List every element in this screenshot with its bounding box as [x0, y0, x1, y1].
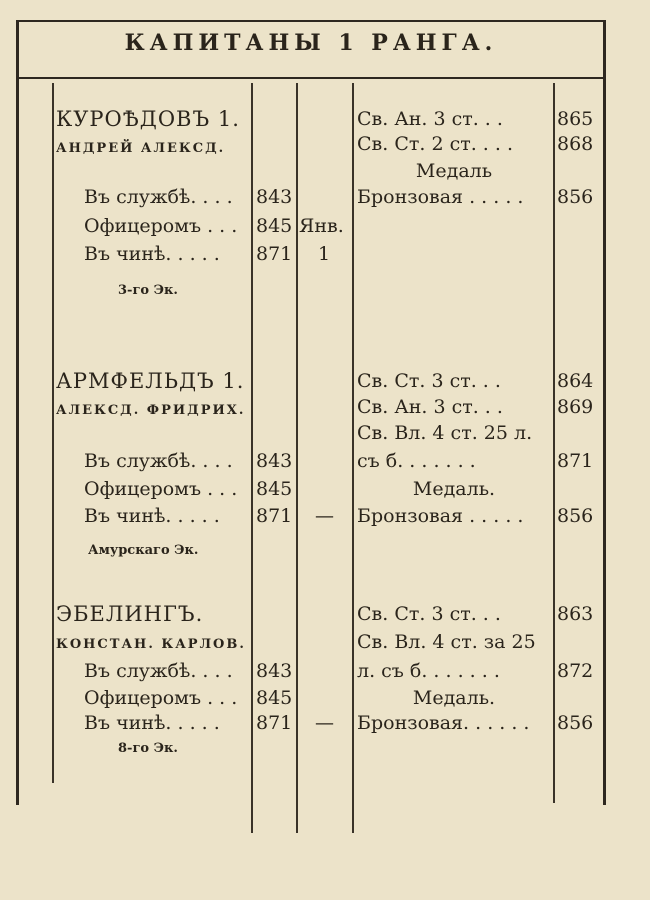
- rank-label: Въ чинѣ. . . . .: [84, 243, 220, 265]
- award-label: съ б. . . . . . .: [357, 450, 476, 472]
- column-rule-award-year: [553, 83, 555, 803]
- award-year: 868: [557, 133, 594, 155]
- rank-day: —: [315, 505, 334, 527]
- service-year: 843: [256, 186, 293, 208]
- column-rule-awards: [352, 83, 354, 833]
- award-label: Бронзовая . . . . .: [357, 186, 524, 208]
- award-year: 856: [557, 186, 594, 208]
- award-year: 864: [557, 370, 594, 392]
- officer-given-name: АЛЕКСД. ФРИДРИХ.: [56, 403, 246, 418]
- officer-year: 845: [256, 215, 293, 237]
- officer-surname: ЭБЕЛИНГЪ.: [56, 602, 204, 626]
- column-rule-date: [296, 83, 298, 833]
- award-label: Св. Ст. 2 ст. . . .: [357, 133, 513, 155]
- officer-label: Офицеромъ . . .: [84, 215, 238, 237]
- rank-year: 871: [256, 243, 293, 265]
- officer-given-name: АНДРЕЙ АЛЕКСД.: [56, 141, 226, 156]
- service-year: 843: [256, 660, 293, 682]
- award-label: Св. Вл. 4 ст. за 25: [357, 631, 536, 653]
- award-label: Бронзовая. . . . . .: [357, 712, 530, 734]
- officer-label: Офицеромъ . . .: [84, 687, 238, 709]
- service-label: Въ службѣ. . . .: [84, 660, 233, 682]
- header-rule: [16, 77, 606, 79]
- service-year: 843: [256, 450, 293, 472]
- officer-year: 845: [256, 478, 293, 500]
- medal-label: Медаль.: [412, 687, 496, 709]
- rank-year: 871: [256, 505, 293, 527]
- officer-surname: АРМФЕЛЬДЪ 1.: [56, 369, 245, 393]
- service-label: Въ службѣ. . . .: [84, 450, 233, 472]
- award-year: 869: [557, 396, 594, 418]
- rank-label: Въ чинѣ. . . . .: [84, 505, 220, 527]
- rank-label: Въ чинѣ. . . . .: [84, 712, 220, 734]
- column-rule-left: [52, 83, 54, 783]
- medal-label: Медаль.: [412, 478, 496, 500]
- award-label: Св. Ан. 3 ст. . .: [357, 108, 503, 130]
- award-label: Бронзовая . . . . .: [357, 505, 524, 527]
- award-year: 872: [557, 660, 594, 682]
- award-label: Св. Ст. 3 ст. . .: [357, 603, 501, 625]
- rank-day: —: [315, 712, 334, 734]
- award-year: 871: [557, 450, 594, 472]
- crew-label: Амурскаго Эк.: [88, 543, 199, 558]
- award-label: Св. Вл. 4 ст. 25 л.: [357, 422, 533, 444]
- award-year: 856: [557, 712, 594, 734]
- officer-month: Янв.: [299, 215, 344, 237]
- medal-label: Медаль: [415, 160, 493, 182]
- award-label: Св. Ст. 3 ст. . .: [357, 370, 501, 392]
- crew-label: 3-го Эк.: [118, 283, 178, 298]
- officer-label: Офицеромъ . . .: [84, 478, 238, 500]
- award-year: 865: [557, 108, 594, 130]
- service-label: Въ службѣ. . . .: [84, 186, 233, 208]
- officer-year: 845: [256, 687, 293, 709]
- column-rule-year: [251, 83, 253, 833]
- page-title: КАПИТАНЫ 1 РАНГА.: [124, 30, 498, 56]
- officer-surname: КУРОѢДОВЪ 1.: [56, 107, 240, 131]
- award-label: л. съ б. . . . . . .: [357, 660, 500, 682]
- award-year: 856: [557, 505, 594, 527]
- crew-label: 8-го Эк.: [118, 741, 178, 756]
- award-label: Св. Ан. 3 ст. . .: [357, 396, 503, 418]
- rank-day: 1: [318, 243, 331, 265]
- rank-year: 871: [256, 712, 293, 734]
- officer-given-name: КОНСТАН. КАРЛОВ.: [56, 637, 246, 652]
- award-year: 863: [557, 603, 594, 625]
